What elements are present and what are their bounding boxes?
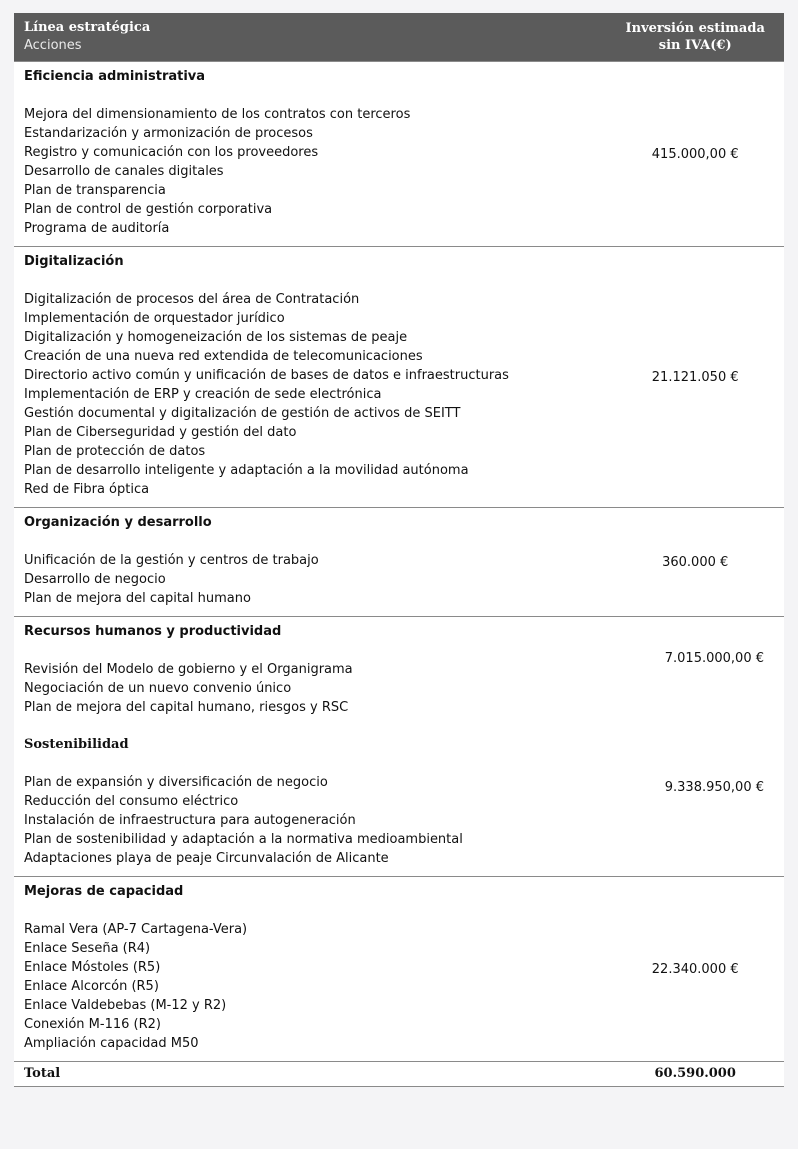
header-investment: Inversión estimada sin IVA(€) bbox=[606, 13, 784, 62]
list-item: Registro y comunicación con los proveedores bbox=[24, 145, 319, 160]
list-item: Plan de transparencia bbox=[24, 183, 166, 198]
list-item: Plan de sostenibilidad y adaptación a la normativa medioambiental bbox=[24, 832, 463, 847]
list-item: Creación de una nueva red extendida de telecomunicaciones bbox=[24, 349, 423, 364]
amount-cell: 415.000,00 € bbox=[606, 62, 784, 247]
list-item: Mejora del dimensionamiento de los contratos con terceros bbox=[24, 107, 411, 122]
list-item: Ramal Vera (AP-7 Cartagena-Vera) bbox=[24, 922, 248, 937]
sub-amount-value: 9.338.950,00 € bbox=[664, 780, 764, 795]
list-item: Enlace Valdebebas (M-12 y R2) bbox=[24, 998, 227, 1013]
amount-value: 7.015.000,00 € bbox=[664, 651, 764, 666]
total-row bbox=[14, 1062, 784, 1087]
list-item: Digitalización de procesos del área de Contratación bbox=[24, 292, 360, 307]
list-item: Plan de protección de datos bbox=[24, 444, 206, 459]
section-cell bbox=[14, 877, 606, 1062]
list-item: Enlace Móstoles (R5) bbox=[24, 960, 161, 975]
list-item: Ampliación capacidad M50 bbox=[24, 1036, 199, 1051]
amount-cell: 360.000 € bbox=[606, 508, 784, 617]
section-title: Recursos humanos y productividad bbox=[24, 624, 282, 639]
action-list bbox=[24, 660, 596, 717]
section-title: Mejoras de capacidad bbox=[24, 884, 184, 899]
section-cell bbox=[14, 62, 606, 247]
table-row bbox=[14, 617, 784, 877]
amount-cell: 22.340.000 € bbox=[606, 877, 784, 1062]
list-item: Revisión del Modelo de gobierno y el Organigrama bbox=[24, 662, 353, 677]
list-item: Instalación de infraestructura para autogeneración bbox=[24, 813, 356, 828]
amount-cell: 21.121.050 € bbox=[606, 247, 784, 508]
list-item: Estandarización y armonización de procesos bbox=[24, 126, 313, 141]
action-list bbox=[24, 551, 596, 608]
list-item: Enlace Seseña (R4) bbox=[24, 941, 151, 956]
list-item: Unificación de la gestión y centros de trabajo bbox=[24, 553, 319, 568]
list-item: Implementación de ERP y creación de sede electrónica bbox=[24, 387, 382, 402]
section-title: Organización y desarrollo bbox=[24, 515, 212, 530]
list-item: Plan de mejora del capital humano, riesgos y RSC bbox=[24, 700, 349, 715]
header-col1-title: Línea estratégica bbox=[24, 20, 151, 35]
header-strategic-line bbox=[14, 13, 606, 62]
list-item: Directorio activo común y unificación de bases de datos e infraestructuras bbox=[24, 368, 509, 383]
section-title: Digitalización bbox=[24, 254, 124, 269]
sub-section bbox=[24, 735, 596, 868]
action-list bbox=[24, 920, 596, 1053]
action-list bbox=[24, 773, 596, 868]
list-item: Digitalización y homogeneización de los sistemas de peaje bbox=[24, 330, 408, 345]
list-item: Plan de expansión y diversificación de negocio bbox=[24, 775, 328, 790]
table-row bbox=[14, 62, 784, 247]
action-list bbox=[24, 105, 596, 238]
list-item: Plan de mejora del capital humano bbox=[24, 591, 251, 606]
section-cell bbox=[14, 508, 606, 617]
table-header-row bbox=[14, 13, 784, 62]
section-cell bbox=[14, 617, 606, 877]
list-item: Plan de desarrollo inteligente y adaptación a la movilidad autónoma bbox=[24, 463, 469, 478]
table-row bbox=[14, 508, 784, 617]
list-item: Reducción del consumo eléctrico bbox=[24, 794, 239, 809]
list-item: Desarrollo de negocio bbox=[24, 572, 166, 587]
total-value: 60.590.000 bbox=[606, 1062, 784, 1087]
header-col1-subtitle: Acciones bbox=[24, 38, 82, 53]
section-title: Eficiencia administrativa bbox=[24, 69, 206, 84]
action-list bbox=[24, 290, 596, 499]
total-label: Total bbox=[14, 1062, 606, 1087]
list-item: Conexión M-116 (R2) bbox=[24, 1017, 161, 1032]
list-item: Plan de control de gestión corporativa bbox=[24, 202, 273, 217]
list-item: Adaptaciones playa de peaje Circunvalación de Alicante bbox=[24, 851, 389, 866]
table-row bbox=[14, 247, 784, 508]
list-item: Negociación de un nuevo convenio único bbox=[24, 681, 292, 696]
list-item: Enlace Alcorcón (R5) bbox=[24, 979, 159, 994]
list-item: Red de Fibra óptica bbox=[24, 482, 150, 497]
list-item: Gestión documental y digitalización de gestión de activos de SEITT bbox=[24, 406, 461, 421]
sub-section-title: Sostenibilidad bbox=[24, 737, 129, 752]
list-item: Plan de Ciberseguridad y gestión del dato bbox=[24, 425, 297, 440]
investment-table bbox=[14, 13, 784, 1087]
list-item: Programa de auditoría bbox=[24, 221, 170, 236]
table-row bbox=[14, 877, 784, 1062]
amount-cell bbox=[606, 617, 784, 877]
list-item: Implementación de orquestador jurídico bbox=[24, 311, 285, 326]
section-cell bbox=[14, 247, 606, 508]
list-item: Desarrollo de canales digitales bbox=[24, 164, 224, 179]
